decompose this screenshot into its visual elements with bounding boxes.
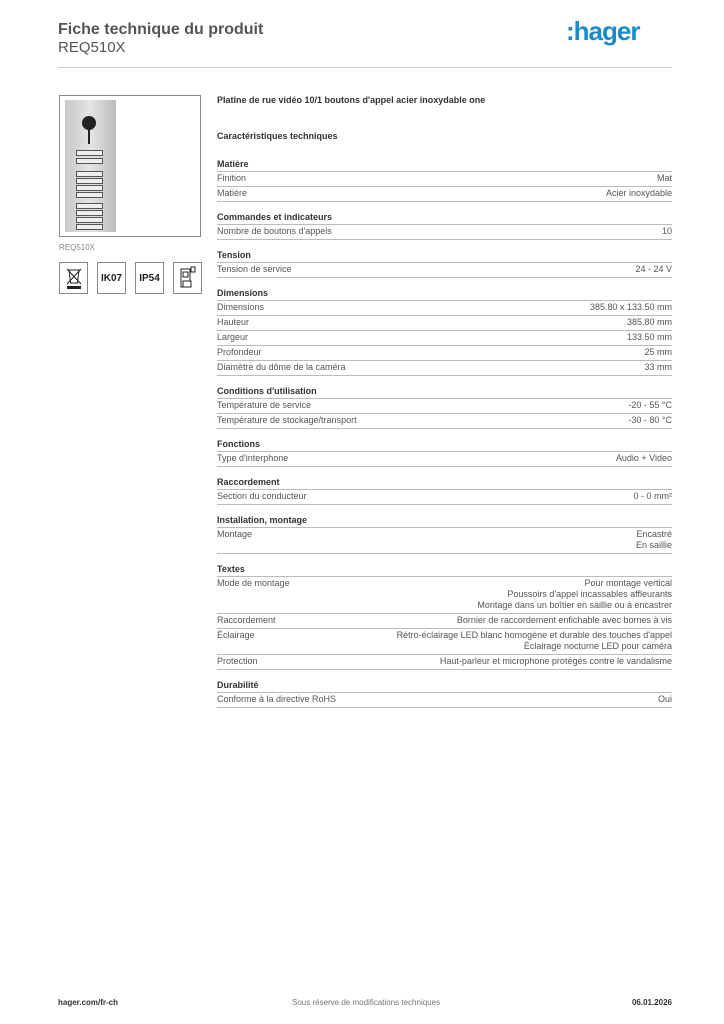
spec-label: Tension de service [217,264,292,274]
spec-row [217,414,672,429]
call-button-plate [76,178,103,184]
spec-section [217,564,672,670]
spec-section [217,212,672,240]
spec-row [217,346,672,361]
spec-section [217,250,672,278]
footer-date: 06.01.2026 [631,998,672,1007]
spec-label: Température de stockage/transport [217,415,357,425]
spec-label: Hauteur [217,317,250,327]
spec-row [217,172,672,187]
spec-section [217,386,672,429]
image-caption: REQ510X [59,243,96,252]
section-heading: Raccordement [217,477,672,490]
weee-icon [59,262,88,294]
spec-value: Audio + Video [615,453,672,463]
spec-row [217,693,672,708]
spec-label: Profondeur [217,347,262,357]
characteristics-heading: Caractéristiques techniques [217,131,338,141]
call-button-plate [76,171,103,177]
spec-row [217,629,672,655]
spec-section [217,515,672,554]
spec-value: 0 - 0 mm² [633,491,672,501]
call-button-plate [76,150,103,156]
spec-row [217,225,672,240]
product-title: Platine de rue vidéo 10/1 boutons d'appel acier inoxydable one [217,95,486,105]
spec-value: 133.50 mm [626,332,672,342]
spec-value: Bornier de raccordement enfichable avec bornes à vis [456,615,672,625]
product-image [59,95,201,237]
section-heading: Durabilité [217,680,672,693]
spec-section [217,680,672,708]
section-heading: Textes [217,564,672,577]
spec-row [217,452,672,467]
section-heading: Fonctions [217,439,672,452]
footer-website[interactable]: hager.com/fr-ch [58,998,119,1007]
spec-section [217,159,672,202]
spec-value: 385.80 x 133.50 mm [589,302,672,312]
spec-label: Dimensions [217,302,265,312]
spec-label: Finition [217,173,247,183]
spec-row [217,399,672,414]
spec-row [217,614,672,629]
spec-row [217,301,672,316]
spec-value: 33 mm [644,362,672,372]
spec-label: Conforme à la directive RoHS [217,694,337,704]
divider [58,67,672,68]
spec-section [217,288,672,376]
call-button-plate [76,158,103,164]
spec-value: Oui [657,694,672,704]
ik07-badge: IK07 [97,262,126,294]
footer-notice: Sous réserve de modifications techniques [292,998,441,1007]
section-heading: Tension [217,250,672,263]
spec-label: Largeur [217,332,249,342]
spec-section [217,439,672,467]
product-reference: REQ510X [58,39,126,56]
camera-stem [88,128,90,144]
spec-label: Température de service [217,400,312,410]
hager-logo: :hager [566,16,640,46]
spec-row [217,655,672,670]
call-button-plate [76,203,103,209]
spec-label: Éclairage [217,630,255,640]
spec-label: Diamètre du dôme de la caméra [217,362,346,372]
spec-value: -20 - 55 °C [628,400,672,410]
spec-row [217,316,672,331]
spec-value: Rétro-éclairage LED blanc homogène et durable des touches d'appel Éclairage nocturne LED pour caméra [396,630,672,651]
installation-icon [173,262,202,294]
call-button-plate [76,185,103,191]
spec-row [217,331,672,346]
call-button-plate [76,192,103,198]
call-button-plate [76,210,103,216]
spec-value: Encastré En saillie [635,529,672,550]
spec-label: Nombre de boutons d'appels [217,226,332,236]
section-heading: Conditions d'utilisation [217,386,672,399]
section-heading: Installation, montage [217,515,672,528]
ip54-badge: IP54 [135,262,164,294]
spec-label: Type d'interphone [217,453,289,463]
door-station-panel [65,100,116,232]
spec-label: Montage [217,529,253,539]
spec-row [217,490,672,505]
spec-value: 10 [661,226,672,236]
spec-value: Mat [656,173,672,183]
spec-row [217,187,672,202]
section-heading: Commandes et indicateurs [217,212,672,225]
spec-row [217,577,672,614]
section-heading: Dimensions [217,288,672,301]
spec-label: Matière [217,188,248,198]
page-title: Fiche technique du produit [58,21,264,38]
spec-label: Mode de montage [217,578,290,588]
spec-row [217,361,672,376]
spec-label: Raccordement [217,615,276,625]
spec-value: Acier inoxydable [605,188,672,198]
call-button-plate [76,224,103,230]
spec-content [217,95,672,718]
spec-row [217,263,672,278]
spec-row [217,528,672,554]
spec-value: Pour montage vertical Poussoirs d'appel incassables affleurants Montage dans un boîtier en saillie ou à encastrer [477,578,672,610]
spec-value: 25 mm [644,347,672,357]
spec-label: Section du conducteur [217,491,307,501]
call-button-plate [76,217,103,223]
spec-value: 385.80 mm [626,317,672,327]
spec-label: Protection [217,656,258,666]
spec-value: -30 - 80 °C [628,415,672,425]
spec-value: 24 - 24 V [635,264,672,274]
section-heading: Matière [217,159,672,172]
spec-value: Haut-parleur et microphone protégés contre le vandalisme [439,656,672,666]
spec-section [217,477,672,505]
